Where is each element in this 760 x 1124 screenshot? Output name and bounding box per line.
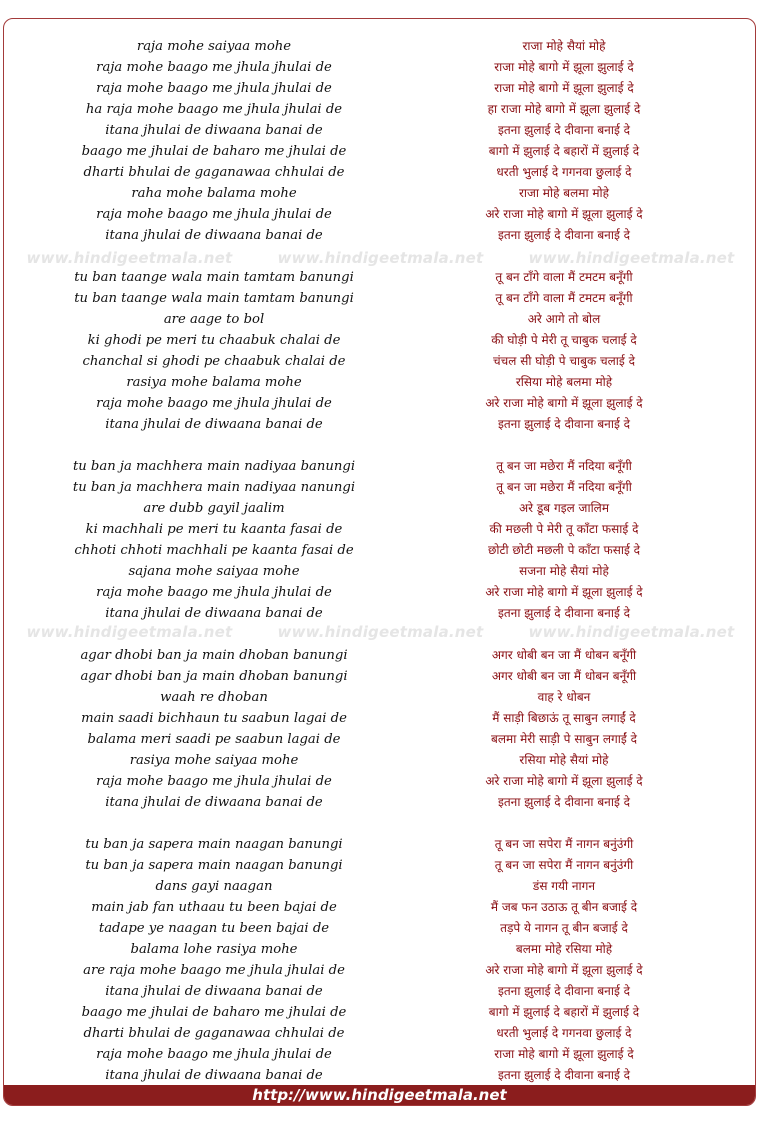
english-lyric-line: agar dhobi ban ja main dhoban banungi	[80, 669, 348, 684]
hindi-lyric-line: राजा मोहे बलमा मोहे	[518, 186, 610, 200]
stanza-gap	[399, 624, 729, 645]
hindi-lyric-line: डंस गयी नागन	[532, 879, 596, 893]
stanza-gap	[399, 813, 729, 834]
english-lyric-line: are raja mohe baago me jhula jhulai de	[83, 963, 345, 978]
english-lyric-line: dans gayi naagan	[155, 879, 273, 894]
hindi-lyric-line: बागो में झुलाई दे बहारों में झुलाई दे	[488, 1005, 640, 1019]
english-lyric-line: itana jhulai de diwaana banai de	[105, 606, 323, 621]
watermark-text: www.hindigeetmala.net	[26, 623, 233, 641]
english-lyric-line: itana jhulai de diwaana banai de	[105, 1068, 323, 1083]
hindi-lyric-line: सजना मोहे सैयां मोहे	[519, 564, 609, 578]
english-lyric-line: sajana mohe saiyaa mohe	[128, 564, 300, 579]
hindi-lyric-line: तू बन टाँगे वाला मैं टमटम बनूँगी	[495, 291, 633, 305]
hindi-lyric-line: अरे राजा मोहे बागो में झूला झुलाई दे	[485, 774, 643, 788]
english-lyric-line: tu ban ja machhera main nadiyaa nanungi	[72, 480, 356, 495]
english-lyric-line: baago me jhulai de baharo me jhulai de	[81, 1005, 347, 1020]
english-lyric-line: dharti bhulai de gaganawaa chhulai de	[83, 165, 345, 180]
english-lyric-line: ki machhali pe meri tu kaanta fasai de	[85, 522, 343, 537]
stanza-gap	[399, 435, 729, 456]
english-lyric-line: baago me jhulai de baharo me jhulai de	[81, 144, 347, 159]
english-lyric-line: itana jhulai de diwaana banai de	[105, 123, 323, 138]
english-lyric-line: ki ghodi pe meri tu chaabuk chalai de	[87, 333, 341, 348]
hindi-lyric-line: इतना झुलाई दे दीवाना बनाई दे	[497, 795, 631, 809]
english-lyric-line: raja mohe baago me jhula jhulai de	[96, 207, 332, 222]
english-lyric-line: raja mohe baago me jhula jhulai de	[96, 60, 332, 75]
english-lyric-line: raja mohe saiyaa mohe	[136, 39, 292, 54]
english-lyric-line: raja mohe baago me jhula jhulai de	[96, 774, 332, 789]
english-lyric-line: tu ban ja sapera main naagan banungi	[85, 858, 343, 873]
hindi-lyric-line: हा राजा मोहे बागो में झूला झुलाई दे	[487, 102, 641, 116]
hindi-lyric-line: अरे डूब गइल जालिम	[518, 501, 609, 515]
english-lyric-line: raja mohe baago me jhula jhulai de	[96, 1047, 332, 1062]
watermark-text: www.hindigeetmala.net	[26, 249, 233, 267]
hindi-lyric-line: इतना झुलाई दे दीवाना बनाई दे	[497, 123, 631, 137]
english-lyric-line: itana jhulai de diwaana banai de	[105, 795, 323, 810]
stanza-gap	[49, 246, 379, 267]
watermark-text: www.hindigeetmala.net	[277, 623, 484, 641]
english-lyric-line: main jab fan uthaau tu been bajai de	[91, 900, 337, 915]
hindi-lyric-line: राजा मोहे बागो में झूला झुलाई दे	[494, 1047, 634, 1061]
english-lyric-line: chanchal si ghodi pe chaabuk chalai de	[82, 354, 346, 369]
english-lyric-line: raja mohe baago me jhula jhulai de	[96, 585, 332, 600]
hindi-lyric-line: रसिया मोहे सैयां मोहे	[519, 753, 609, 767]
watermark-text: www.hindigeetmala.net	[528, 623, 735, 641]
hindi-lyric-line: बलमा मेरी साड़ी पे साबुन लगाईं दे	[491, 732, 637, 746]
hindi-lyric-line: धरती भुलाई दे गगनवा छुलाई दे	[496, 1026, 632, 1040]
hindi-lyric-line: इतना झुलाई दे दीवाना बनाई दे	[497, 228, 631, 242]
watermark-text: www.hindigeetmala.net	[277, 249, 484, 267]
hindi-lyric-line: अरे राजा मोहे बागो में झूला झुलाई दे	[485, 396, 643, 410]
hindi-lyric-line: इतना झुलाई दे दीवाना बनाई दे	[497, 606, 631, 620]
hindi-lyric-line: राजा मोहे सैयां मोहे	[522, 39, 606, 53]
hindi-lyric-line: मैं जब फन उठाऊ तू बीन बजाई दे	[490, 900, 638, 914]
english-lyric-line: rasiya mohe saiyaa mohe	[129, 753, 299, 768]
hindi-lyric-line: अरे राजा मोहे बागो में झूला झुलाई दे	[485, 585, 643, 599]
hindi-lyric-line: तू बन जा सपेरा मैं नागन बनुंउंगी	[494, 837, 634, 851]
english-lyric-line: are aage to bol	[163, 312, 265, 327]
english-lyric-line: itana jhulai de diwaana banai de	[105, 417, 323, 432]
hindi-lyric-line: अरे राजा मोहे बागो में झूला झुलाई दे	[485, 963, 643, 977]
hindi-lyric-line: अरे आगे तो बोल	[527, 312, 601, 326]
hindi-lyric-line: अगर धोबी बन जा मैं धोबन बनूँगी	[491, 648, 637, 662]
hindi-lyric-line: तू बन टाँगे वाला मैं टमटम बनूँगी	[495, 270, 633, 284]
hindi-lyric-line: बलमा मोहे रसिया मोहे	[515, 942, 613, 956]
english-lyric-line: itana jhulai de diwaana banai de	[105, 228, 323, 243]
hindi-lyric-line: तड़पे ये नागन तू बीन बजाई दे	[500, 921, 628, 935]
hindi-lyric-line: धरती भुलाई दे गगनवा छुलाई दे	[496, 165, 632, 179]
english-lyric-line: balama meri saadi pe saabun lagai de	[87, 732, 341, 747]
hindi-lyric-line: इतना झुलाई दे दीवाना बनाई दे	[497, 417, 631, 431]
english-lyric-line: raja mohe baago me jhula jhulai de	[96, 81, 332, 96]
hindi-lyric-line: इतना झुलाई दे दीवाना बनाई दे	[497, 1068, 631, 1082]
site-url-footer[interactable]: http://www.hindigeetmala.net	[4, 1085, 755, 1105]
english-lyric-line: main saadi bichhaun tu saabun lagai de	[81, 711, 347, 726]
watermark-text: www.hindigeetmala.net	[528, 249, 735, 267]
english-lyric-line: dharti bhulai de gaganawaa chhulai de	[83, 1026, 345, 1041]
lyrics-card	[3, 18, 756, 1106]
hindi-lyric-line: मैं साड़ी बिछाऊं तू साबुन लगाईं दे	[492, 711, 636, 725]
hindi-lyric-line: तू बन जा मछेरा मैं नदिया बनूँगी	[496, 480, 632, 494]
hindi-lyric-line: राजा मोहे बागो में झूला झुलाई दे	[494, 81, 634, 95]
hindi-lyric-line: तू बन जा मछेरा मैं नदिया बनूँगी	[496, 459, 632, 473]
stanza-gap	[49, 624, 379, 645]
hindi-lyric-line: चंचल सी घोड़ी पे चाबुक चलाई दे	[493, 354, 635, 368]
english-lyric-line: tadape ye naagan tu been bajai de	[98, 921, 330, 936]
hindi-lyric-line: छोटी छोटी मछली पे काँटा फसाई दे	[487, 543, 641, 557]
english-lyric-line: agar dhobi ban ja main dhoban banungi	[80, 648, 348, 663]
english-lyric-line: itana jhulai de diwaana banai de	[105, 984, 323, 999]
stanza-gap	[399, 246, 729, 267]
english-lyric-line: ha raja mohe baago me jhula jhulai de	[85, 102, 343, 117]
english-lyric-line: raja mohe baago me jhula jhulai de	[96, 396, 332, 411]
hindi-lyric-line: राजा मोहे बागो में झूला झुलाई दे	[494, 60, 634, 74]
english-lyric-line: tu ban taange wala main tamtam banungi	[74, 291, 354, 306]
hindi-lyric-line: इतना झुलाई दे दीवाना बनाई दे	[497, 984, 631, 998]
hindi-lyric-line: की घोड़ी पे मेरी तू चाबुक चलाई दे	[491, 333, 637, 347]
hindi-lyric-line: अगर धोबी बन जा मैं धोबन बनूँगी	[491, 669, 637, 683]
english-lyric-line: rasiya mohe balama mohe	[126, 375, 302, 390]
english-lyric-line: tu ban taange wala main tamtam banungi	[74, 270, 354, 285]
english-lyrics-column	[49, 36, 379, 1086]
hindi-lyric-line: वाह रे धोबन	[537, 690, 591, 704]
hindi-lyric-line: अरे राजा मोहे बागो में झूला झुलाई दे	[485, 207, 643, 221]
hindi-lyrics-column	[399, 36, 729, 1086]
english-lyric-line: are dubb gayil jaalim	[143, 501, 285, 516]
hindi-lyric-line: रसिया मोहे बलमा मोहे	[515, 375, 613, 389]
english-lyric-line: raha mohe balama mohe	[131, 186, 297, 201]
english-lyric-line: balama lohe rasiya mohe	[130, 942, 298, 957]
english-lyric-line: tu ban ja sapera main naagan banungi	[85, 837, 343, 852]
english-lyric-line: waah re dhoban	[160, 690, 268, 705]
hindi-lyric-line: तू बन जा सपेरा मैं नागन बनुंउंगी	[494, 858, 634, 872]
hindi-lyric-line: की मछली पे मेरी तू काँटा फसाई दे	[489, 522, 639, 536]
hindi-lyric-line: बागो में झुलाई दे बहारों में झुलाई दे	[488, 144, 640, 158]
stanza-gap	[49, 435, 379, 456]
english-lyric-line: tu ban ja machhera main nadiyaa banungi	[72, 459, 356, 474]
english-lyric-line: chhoti chhoti machhali pe kaanta fasai de	[74, 543, 354, 558]
stanza-gap	[49, 813, 379, 834]
